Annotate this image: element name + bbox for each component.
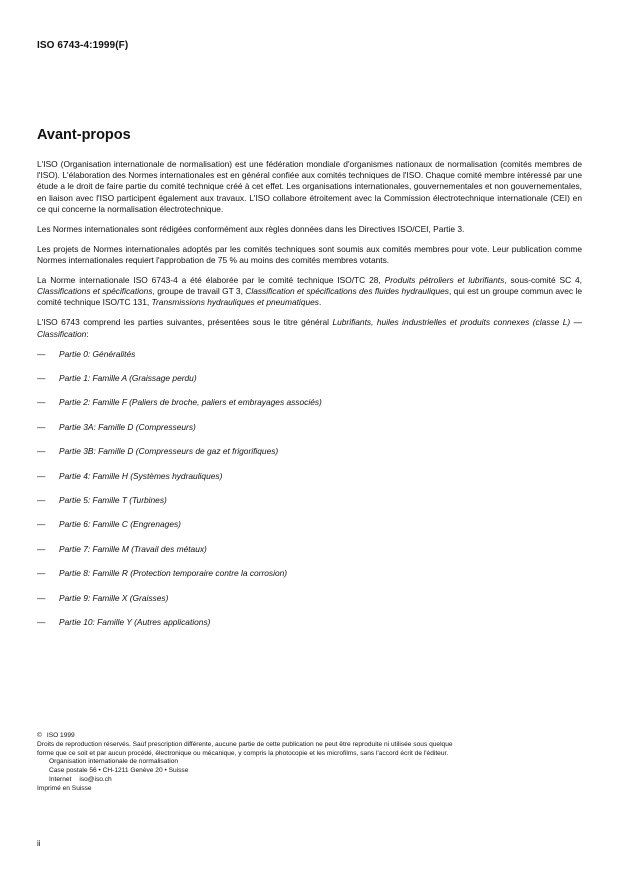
em-dash: — [37,397,46,408]
committee-text: . [318,297,322,308]
parts-intro-text: L'ISO 6743 comprend les parties suivantes, présentées sous le titre général [37,317,333,328]
committee-text: La Norme internationale ISO 6743-4 a été élaborée par le comité technique ISO/TC 28, [37,275,385,286]
em-dash: — [37,470,46,481]
em-dash: — [37,568,46,579]
part-label: Partie 9: Famille X (Graisses) [59,592,169,603]
committee-text: , qui est un groupe commun avec le comité technique ISO/TC 131, [37,286,582,308]
list-item [37,349,582,373]
em-dash: — [37,616,46,627]
list-item [37,397,582,421]
copyright-year-line [37,732,587,741]
paragraph-iso-description: L'ISO (Organisation internationale de normalisation) est une fédération mondiale d'organismes nationaux de normalisation (comités membres de l'ISO). L'élaboration des Normes internationales est en général confiée aux comités techniques de l'ISO. Chaque comité membre intéressé par une étude a le droit de faire partie du comité technique créé à cet effet. Les organisations internationales, gouvernementales et non gouvernementales, en liaison avec l'ISO participent également aux travaux. L'ISO collabore étroitement avec la Commission électrotechnique internationale (CEI) en ce qui concerne la normalisation électrotechnique. [37,159,582,214]
committee-text: , groupe de travail GT 3, [152,286,246,297]
parts-list [37,349,582,642]
part-label: Partie 3B: Famille D (Compresseurs de gaz et frigorifiques) [59,446,279,457]
part-label: Partie 0: Généralités [59,348,136,359]
printed-in: Imprimé en Suisse [37,784,92,792]
list-item [37,593,582,617]
section-title: Avant-propos [37,127,131,143]
parts-intro-colon: : [86,328,89,339]
em-dash: — [37,543,46,554]
part-label: Partie 5: Famille T (Turbines) [59,494,167,505]
internet-line [37,776,587,785]
list-item [37,446,582,470]
foreword-body [37,159,582,641]
rights-line-2: forme que ce soit et par aucun procédé, électronique ou mécanique, y compris la photocopie et les microfilms, sans l'accord écrit de l'éditeur. [37,749,449,757]
paragraph-parts-intro [37,317,582,339]
copyright-icon: © [37,732,42,739]
committee-tc131-name: Transmissions hydrauliques et pneumatiques [151,297,319,308]
part-label: Partie 1: Famille A (Graissage perdu) [59,373,197,384]
list-item [37,471,582,495]
list-item [37,373,582,397]
list-item [37,568,582,592]
paragraph-directives: Les Normes internationales sont rédigées conformément aux règles données dans les Directives ISO/CEI, Partie 3. [37,223,465,234]
part-label: Partie 7: Famille M (Travail des métaux) [59,543,207,554]
organisation-name: Organisation internationale de normalisation [49,758,179,766]
part-label: Partie 3A: Famille D (Compresseurs) [59,421,196,432]
em-dash: — [37,494,46,505]
copyright-year: ISO 1999 [46,732,75,739]
internet-label: Internet [49,775,72,783]
em-dash: — [37,373,46,384]
paragraph-approval: Les projets de Normes internationales adoptés par les comités techniques sont soumis aux comités membres pour vote. Leur publication comme Normes internationales requiert l'approbation de 75 % au moins des comités membres votants. [37,243,582,266]
page-number: ii [37,839,41,848]
postal-address: Case postale 56 • CH-1211 Genève 20 • Suisse [49,767,189,775]
part-label: Partie 4: Famille H (Systèmes hydrauliques) [59,470,223,481]
copyright-block [37,732,587,794]
committee-sc-name: Classifications et spécifications [37,286,153,297]
committee-text: , sous-comité SC 4, [504,275,582,286]
em-dash: — [37,519,46,530]
list-item [37,544,582,568]
list-item [37,422,582,446]
document-identifier: ISO 6743-4:1999(F) [37,40,129,51]
em-dash: — [37,446,46,457]
list-item [37,519,582,543]
general-title: Lubrifiants, huiles industrielles et produits connexes (classe L) — Classification [37,317,582,339]
list-item [37,617,582,641]
em-dash: — [37,592,46,603]
committee-wg-name: Classification et spécifications des fluides hydrauliques [245,286,449,297]
rights-line-1: Droits de reproduction réservés. Sauf prescription différente, aucune partie de cette publication ne peut être reproduite ni utilisée sous quelque [37,740,453,748]
part-label: Partie 8: Famille R (Protection temporaire contre la corrosion) [59,568,288,579]
em-dash: — [37,348,46,359]
part-label: Partie 2: Famille F (Paliers de broche, paliers et embrayages associés) [59,397,322,408]
committee-tc-name: Produits pétroliers et lubrifiants [384,275,505,286]
em-dash: — [37,421,46,432]
email-address: iso@iso.ch [79,775,112,783]
list-item [37,495,582,519]
part-label: Partie 10: Famille Y (Autres applications) [59,616,211,627]
part-label: Partie 6: Famille C (Engrenages) [59,519,181,530]
paragraph-committee [37,275,582,309]
